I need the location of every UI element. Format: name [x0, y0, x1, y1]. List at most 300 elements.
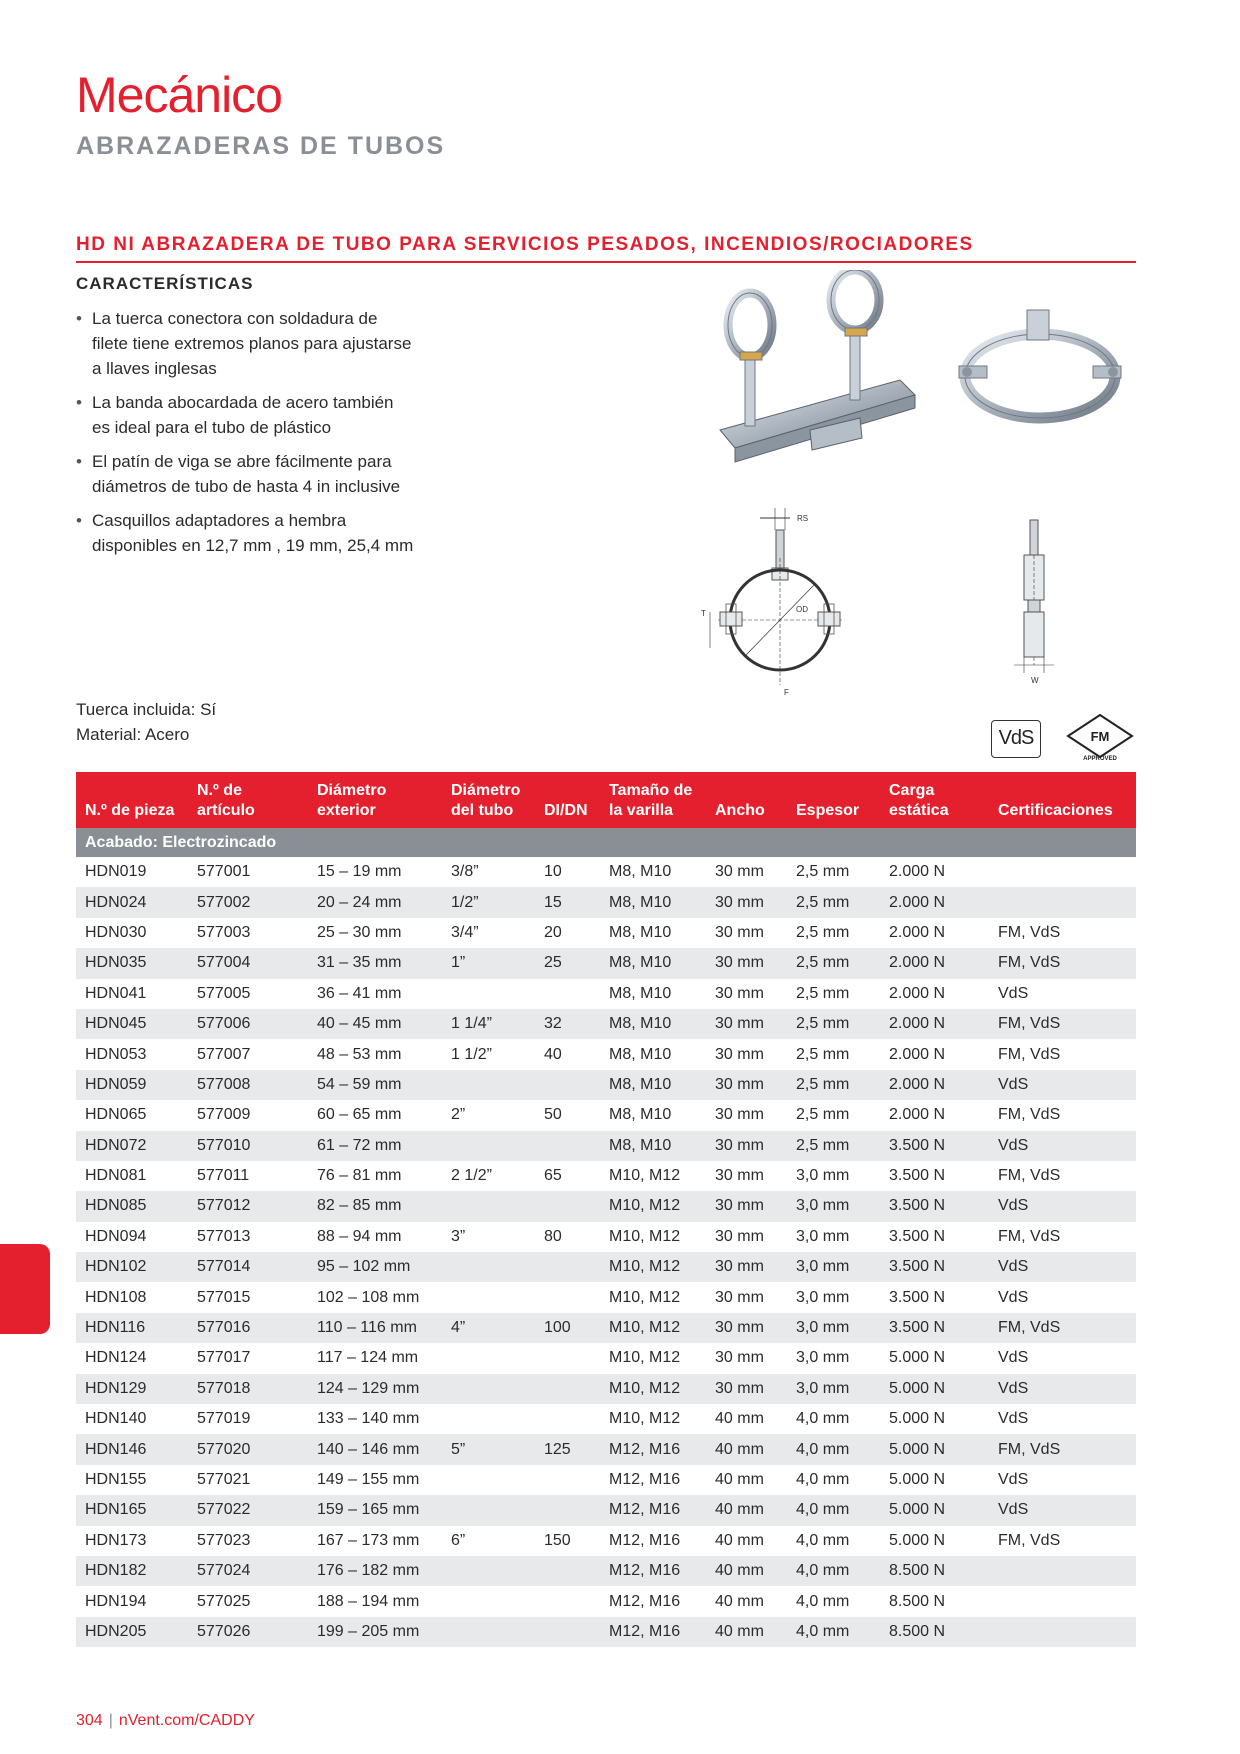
front-view-drawing	[700, 500, 920, 700]
table-cell: M8, M10	[600, 1100, 706, 1130]
table-cell: 577002	[188, 887, 308, 917]
table-cell: 95 – 102 mm	[308, 1252, 442, 1282]
table-row	[76, 1191, 1136, 1221]
table-cell	[442, 1617, 535, 1647]
table-cell: 4,0 mm	[787, 1434, 880, 1464]
page-title: Mecánico	[76, 67, 282, 123]
table-cell: HDN094	[76, 1222, 188, 1252]
w-label: W	[1031, 676, 1039, 685]
table-cell: 577014	[188, 1252, 308, 1282]
table-row	[76, 948, 1136, 978]
table-cell: 125	[535, 1434, 600, 1464]
table-cell	[535, 1495, 600, 1525]
table-cell: 40 mm	[706, 1556, 787, 1586]
table-cell: HDN155	[76, 1465, 188, 1495]
table-cell	[535, 1404, 600, 1434]
table-cell: HDN129	[76, 1374, 188, 1404]
table-cell: M8, M10	[600, 1131, 706, 1161]
table-cell: 5.000 N	[880, 1434, 989, 1464]
table-cell: 577025	[188, 1586, 308, 1616]
table-cell: VdS	[989, 1343, 1136, 1373]
table-cell: M10, M12	[600, 1222, 706, 1252]
table-cell: M12, M16	[600, 1617, 706, 1647]
table-cell: 30 mm	[706, 948, 787, 978]
table-cell: 140 – 146 mm	[308, 1434, 442, 1464]
table-cell: 2.000 N	[880, 887, 989, 917]
table-cell: 100	[535, 1313, 600, 1343]
table-cell: 124 – 129 mm	[308, 1374, 442, 1404]
table-cell	[442, 1252, 535, 1282]
product-clamp-image	[945, 296, 1135, 436]
table-cell: FM, VdS	[989, 948, 1136, 978]
table-cell: 4,0 mm	[787, 1556, 880, 1586]
table-cell: 3,0 mm	[787, 1282, 880, 1312]
table-cell: 577021	[188, 1465, 308, 1495]
table-cell: HDN108	[76, 1282, 188, 1312]
table-cell	[535, 1586, 600, 1616]
table-cell	[535, 1617, 600, 1647]
table-cell: 4,0 mm	[787, 1526, 880, 1556]
table-cell: 5”	[442, 1434, 535, 1464]
col-header: Tamaño de la varilla	[600, 772, 706, 828]
table-cell: 577011	[188, 1161, 308, 1191]
table-cell: 30 mm	[706, 1191, 787, 1221]
table-cell: 3/4”	[442, 918, 535, 948]
table-cell: 8.500 N	[880, 1556, 989, 1586]
table-cell: M10, M12	[600, 1282, 706, 1312]
table-cell	[442, 1586, 535, 1616]
table-cell: 577017	[188, 1343, 308, 1373]
table-row	[76, 1222, 1136, 1252]
table-row	[76, 1404, 1136, 1434]
table-cell: 40 mm	[706, 1465, 787, 1495]
table-cell: 577012	[188, 1191, 308, 1221]
table-cell: HDN065	[76, 1100, 188, 1130]
table-cell: 2,5 mm	[787, 857, 880, 887]
table-cell: 167 – 173 mm	[308, 1526, 442, 1556]
table-cell: 4,0 mm	[787, 1404, 880, 1434]
table-cell: VdS	[989, 979, 1136, 1009]
table-cell: 3,0 mm	[787, 1222, 880, 1252]
table-cell: 2.000 N	[880, 979, 989, 1009]
table-cell: 110 – 116 mm	[308, 1313, 442, 1343]
table-cell	[989, 1617, 1136, 1647]
table-cell: 3.500 N	[880, 1282, 989, 1312]
table-cell	[535, 1131, 600, 1161]
table-cell: 30 mm	[706, 1009, 787, 1039]
table-cell: 577026	[188, 1617, 308, 1647]
table-cell: 50	[535, 1100, 600, 1130]
table-cell	[442, 1191, 535, 1221]
table-cell: 25 – 30 mm	[308, 918, 442, 948]
table-row	[76, 1556, 1136, 1586]
table-cell: FM, VdS	[989, 1161, 1136, 1191]
table-cell: 30 mm	[706, 1070, 787, 1100]
table-cell: 159 – 165 mm	[308, 1495, 442, 1525]
footer-separator: |	[108, 1712, 113, 1729]
table-cell: 2,5 mm	[787, 1131, 880, 1161]
table-cell: 3,0 mm	[787, 1252, 880, 1282]
table-row	[76, 1617, 1136, 1647]
table-cell: 3.500 N	[880, 1252, 989, 1282]
table-row	[76, 1009, 1136, 1039]
table-cell: 40 mm	[706, 1526, 787, 1556]
side-view-drawing	[990, 515, 1080, 695]
table-cell: M12, M16	[600, 1526, 706, 1556]
table-cell: 2,5 mm	[787, 1009, 880, 1039]
table-cell: HDN182	[76, 1556, 188, 1586]
table-row	[76, 1526, 1136, 1556]
table-cell: 31 – 35 mm	[308, 948, 442, 978]
table-cell: 30 mm	[706, 1252, 787, 1282]
table-cell: VdS	[989, 1252, 1136, 1282]
table-cell: VdS	[989, 1191, 1136, 1221]
table-cell: FM, VdS	[989, 918, 1136, 948]
fm-label: FM	[1090, 729, 1110, 744]
table-cell	[442, 1374, 535, 1404]
table-cell	[535, 1374, 600, 1404]
table-cell: HDN045	[76, 1009, 188, 1039]
table-cell: 1/2”	[442, 887, 535, 917]
col-header: N.º de pieza	[76, 772, 188, 828]
table-cell	[442, 1404, 535, 1434]
feature-item: • El patín de viga se abre fácilmente para diámetros de tubo de hasta 4 in inclusive	[76, 449, 416, 499]
table-cell: 40	[535, 1039, 600, 1069]
table-cell: HDN116	[76, 1313, 188, 1343]
table-cell: 15	[535, 887, 600, 917]
table-cell: 2,5 mm	[787, 1039, 880, 1069]
od-label: OD	[796, 605, 808, 614]
feature-item: • La banda abocardada de acero también es ideal para el tubo de plástico	[76, 390, 416, 440]
table-cell: HDN072	[76, 1131, 188, 1161]
table-cell: 40 mm	[706, 1586, 787, 1616]
table-cell: 36 – 41 mm	[308, 979, 442, 1009]
fm-approved-logo	[1065, 712, 1135, 762]
table-cell: HDN146	[76, 1434, 188, 1464]
table-cell: 577024	[188, 1556, 308, 1586]
table-cell: M8, M10	[600, 918, 706, 948]
table-cell: 2,5 mm	[787, 1070, 880, 1100]
table-cell: 150	[535, 1526, 600, 1556]
material-text: Material: Acero	[76, 725, 190, 744]
table-cell	[989, 1556, 1136, 1586]
table-cell: M12, M16	[600, 1556, 706, 1586]
table-cell: HDN024	[76, 887, 188, 917]
table-cell: 577018	[188, 1374, 308, 1404]
features-list	[76, 306, 416, 567]
group-label: Acabado: Electrozincado	[76, 828, 1136, 857]
table-header-row	[76, 772, 1136, 828]
table-cell: 2.000 N	[880, 857, 989, 887]
table-row	[76, 1252, 1136, 1282]
table-cell: 1”	[442, 948, 535, 978]
table-cell: 577013	[188, 1222, 308, 1252]
table-cell: HDN173	[76, 1526, 188, 1556]
table-cell: HDN165	[76, 1495, 188, 1525]
table-cell: 3.500 N	[880, 1222, 989, 1252]
table-cell: 2.000 N	[880, 918, 989, 948]
table-cell: 32	[535, 1009, 600, 1039]
table-row	[76, 1161, 1136, 1191]
col-header: Espesor	[787, 772, 880, 828]
table-cell: 54 – 59 mm	[308, 1070, 442, 1100]
table-cell: HDN102	[76, 1252, 188, 1282]
table-cell: 3/8”	[442, 857, 535, 887]
table-row	[76, 1374, 1136, 1404]
table-cell: 25	[535, 948, 600, 978]
footer-link[interactable]: nVent.com/CADDY	[118, 1712, 255, 1729]
table-cell: 3,0 mm	[787, 1191, 880, 1221]
table-row	[76, 1586, 1136, 1616]
table-cell: 1 1/2”	[442, 1039, 535, 1069]
table-cell	[442, 1343, 535, 1373]
table-cell	[535, 1070, 600, 1100]
table-cell: 5.000 N	[880, 1526, 989, 1556]
table-cell: HDN194	[76, 1586, 188, 1616]
section-divider	[76, 261, 1136, 263]
table-cell: 30 mm	[706, 918, 787, 948]
page-subtitle: ABRAZADERAS DE TUBOS	[76, 132, 446, 160]
table-cell: M8, M10	[600, 1039, 706, 1069]
table-row	[76, 1100, 1136, 1130]
table-cell: 3.500 N	[880, 1161, 989, 1191]
table-cell: 577009	[188, 1100, 308, 1130]
table-cell	[535, 1191, 600, 1221]
table-cell: 40 – 45 mm	[308, 1009, 442, 1039]
table-cell: 133 – 140 mm	[308, 1404, 442, 1434]
table-cell: 40 mm	[706, 1404, 787, 1434]
table-cell: 4,0 mm	[787, 1617, 880, 1647]
table-cell: FM, VdS	[989, 1434, 1136, 1464]
table-cell: 577023	[188, 1526, 308, 1556]
product-assembly-image	[700, 270, 930, 480]
table-cell: M10, M12	[600, 1161, 706, 1191]
table-row	[76, 1313, 1136, 1343]
table-cell: M10, M12	[600, 1252, 706, 1282]
table-cell	[989, 1586, 1136, 1616]
table-cell: 30 mm	[706, 1222, 787, 1252]
col-header: Certificaciones	[989, 772, 1136, 828]
table-cell: 82 – 85 mm	[308, 1191, 442, 1221]
feature-item: • La tuerca conectora con soldadura de filete tiene extremos planos para ajustarse a llaves inglesas	[76, 306, 416, 381]
product-table	[76, 772, 1136, 1647]
table-cell: 2 1/2”	[442, 1161, 535, 1191]
table-cell: FM, VdS	[989, 1526, 1136, 1556]
table-cell: 3,0 mm	[787, 1313, 880, 1343]
table-cell	[535, 1282, 600, 1312]
col-header: Ancho	[706, 772, 787, 828]
table-cell: 2.000 N	[880, 1100, 989, 1130]
table-cell: 577003	[188, 918, 308, 948]
table-cell: 10	[535, 857, 600, 887]
table-cell	[442, 1131, 535, 1161]
table-cell: 4,0 mm	[787, 1465, 880, 1495]
table-cell: FM, VdS	[989, 1039, 1136, 1069]
nut-included-text: Tuerca incluida: Sí	[76, 700, 217, 719]
table-cell: 8.500 N	[880, 1586, 989, 1616]
table-row	[76, 1343, 1136, 1373]
table-group-row	[76, 828, 1136, 857]
table-cell: 577007	[188, 1039, 308, 1069]
table-row	[76, 1131, 1136, 1161]
table-cell: 30 mm	[706, 857, 787, 887]
table-cell: 30 mm	[706, 979, 787, 1009]
table-cell	[442, 979, 535, 1009]
table-cell: VdS	[989, 1131, 1136, 1161]
table-cell: 4,0 mm	[787, 1586, 880, 1616]
table-cell	[535, 1252, 600, 1282]
table-cell: FM, VdS	[989, 1313, 1136, 1343]
table-cell: HDN085	[76, 1191, 188, 1221]
table-cell	[442, 1495, 535, 1525]
table-cell: 3”	[442, 1222, 535, 1252]
table-cell: 2.000 N	[880, 948, 989, 978]
table-cell: M8, M10	[600, 887, 706, 917]
table-cell: 5.000 N	[880, 1465, 989, 1495]
table-cell: 80	[535, 1222, 600, 1252]
table-cell: 2”	[442, 1100, 535, 1130]
table-cell: 2.000 N	[880, 1070, 989, 1100]
table-cell: 2.000 N	[880, 1039, 989, 1069]
table-cell: 199 – 205 mm	[308, 1617, 442, 1647]
table-cell: 3.500 N	[880, 1131, 989, 1161]
table-cell: 1 1/4”	[442, 1009, 535, 1039]
table-cell: 30 mm	[706, 1039, 787, 1069]
table-cell: 65	[535, 1161, 600, 1191]
table-cell: 577005	[188, 979, 308, 1009]
table-cell: VdS	[989, 1070, 1136, 1100]
table-cell: 2.000 N	[880, 1009, 989, 1039]
table-cell: HDN035	[76, 948, 188, 978]
table-row	[76, 1434, 1136, 1464]
table-cell: 30 mm	[706, 1374, 787, 1404]
table-cell: 3.500 N	[880, 1191, 989, 1221]
table-cell: 4,0 mm	[787, 1495, 880, 1525]
table-cell: 30 mm	[706, 887, 787, 917]
table-cell: HDN030	[76, 918, 188, 948]
table-cell: M10, M12	[600, 1191, 706, 1221]
page-footer	[76, 1712, 255, 1730]
rs-label: RS	[797, 514, 809, 523]
vds-certification-logo: VdS	[991, 720, 1041, 758]
table-cell: 188 – 194 mm	[308, 1586, 442, 1616]
table-cell	[535, 1465, 600, 1495]
table-cell: 577004	[188, 948, 308, 978]
col-header: Diámetro del tubo	[442, 772, 535, 828]
table-cell: M8, M10	[600, 948, 706, 978]
t-label: T	[701, 609, 706, 618]
table-cell: 577022	[188, 1495, 308, 1525]
table-cell: 88 – 94 mm	[308, 1222, 442, 1252]
table-cell: HDN124	[76, 1343, 188, 1373]
table-cell: 6”	[442, 1526, 535, 1556]
table-cell: 2,5 mm	[787, 1100, 880, 1130]
table-cell: M10, M12	[600, 1404, 706, 1434]
feature-item: • Casquillos adaptadores a hembra disponibles en 12,7 mm , 19 mm, 25,4 mm	[76, 508, 416, 558]
table-cell: 30 mm	[706, 1161, 787, 1191]
table-cell: 5.000 N	[880, 1374, 989, 1404]
table-cell: VdS	[989, 1374, 1136, 1404]
table-cell	[535, 979, 600, 1009]
table-cell: M8, M10	[600, 1070, 706, 1100]
table-cell: M8, M10	[600, 979, 706, 1009]
table-cell: 5.000 N	[880, 1343, 989, 1373]
table-cell: FM, VdS	[989, 1222, 1136, 1252]
table-cell: 8.500 N	[880, 1617, 989, 1647]
table-cell: VdS	[989, 1465, 1136, 1495]
section-tab	[0, 1244, 50, 1334]
table-cell: 30 mm	[706, 1131, 787, 1161]
table-cell	[989, 887, 1136, 917]
table-cell: 40 mm	[706, 1434, 787, 1464]
col-header: Diámetro exterior	[308, 772, 442, 828]
table-cell: 76 – 81 mm	[308, 1161, 442, 1191]
table-cell: 176 – 182 mm	[308, 1556, 442, 1586]
table-cell: FM, VdS	[989, 1009, 1136, 1039]
table-row	[76, 1070, 1136, 1100]
table-cell: 3,0 mm	[787, 1161, 880, 1191]
table-row	[76, 1282, 1136, 1312]
table-cell: 577019	[188, 1404, 308, 1434]
table-cell: M12, M16	[600, 1495, 706, 1525]
table-cell: VdS	[989, 1404, 1136, 1434]
table-cell: 2,5 mm	[787, 918, 880, 948]
table-cell: M12, M16	[600, 1434, 706, 1464]
table-cell: FM, VdS	[989, 1100, 1136, 1130]
table-cell	[989, 857, 1136, 887]
table-cell: 577006	[188, 1009, 308, 1039]
table-cell: 117 – 124 mm	[308, 1343, 442, 1373]
f-label: F	[784, 688, 789, 697]
table-cell: 20 – 24 mm	[308, 887, 442, 917]
table-cell: 5.000 N	[880, 1495, 989, 1525]
table-cell	[442, 1465, 535, 1495]
table-cell: 2,5 mm	[787, 887, 880, 917]
table-cell: 61 – 72 mm	[308, 1131, 442, 1161]
table-cell: 102 – 108 mm	[308, 1282, 442, 1312]
table-cell: 40 mm	[706, 1495, 787, 1525]
table-cell: M12, M16	[600, 1465, 706, 1495]
table-cell: M8, M10	[600, 1009, 706, 1039]
table-cell: 577015	[188, 1282, 308, 1312]
table-cell: 577010	[188, 1131, 308, 1161]
table-row	[76, 1465, 1136, 1495]
table-cell: 48 – 53 mm	[308, 1039, 442, 1069]
table-cell: HDN019	[76, 857, 188, 887]
table-cell: 30 mm	[706, 1313, 787, 1343]
table-cell: 3.500 N	[880, 1313, 989, 1343]
col-header: N.º de artículo	[188, 772, 308, 828]
table-cell: M12, M16	[600, 1586, 706, 1616]
table-cell: 30 mm	[706, 1343, 787, 1373]
table-cell	[535, 1556, 600, 1586]
table-cell: 2,5 mm	[787, 948, 880, 978]
table-cell	[442, 1282, 535, 1312]
table-cell	[442, 1070, 535, 1100]
table-cell: 577001	[188, 857, 308, 887]
table-cell: 60 – 65 mm	[308, 1100, 442, 1130]
table-cell: 3,0 mm	[787, 1374, 880, 1404]
table-cell: VdS	[989, 1282, 1136, 1312]
table-cell: 577016	[188, 1313, 308, 1343]
table-cell: VdS	[989, 1495, 1136, 1525]
page-number: 304	[76, 1712, 103, 1729]
table-cell: M10, M12	[600, 1343, 706, 1373]
table-cell	[442, 1556, 535, 1586]
table-cell: 30 mm	[706, 1100, 787, 1130]
table-cell: M8, M10	[600, 857, 706, 887]
table-cell: 40 mm	[706, 1617, 787, 1647]
